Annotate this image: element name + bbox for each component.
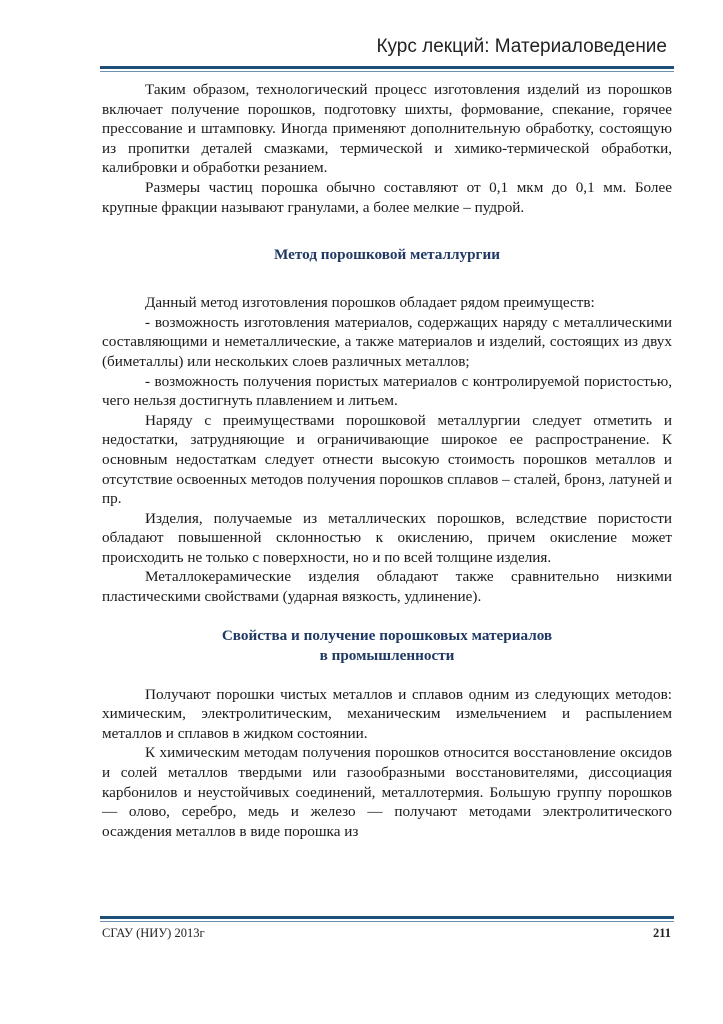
header-rule bbox=[100, 66, 674, 72]
paragraph: Таким образом, технологический процесс изготовления изделий из порошков включает получение порошков, подготовку шихты, формование, спекание, горячее прессование и штамповку. Иногда применяют дополнительную обработку, состоящую из пропитки деталей смазками, термической и химико-термической обработки, калибровки и обработки резанием. bbox=[102, 81, 672, 177]
paragraph: Наряду с преимуществами порошковой металлургии следует отметить и недостатки, затрудняющие и ограничивающие широкое ее распространение. К основным недостаткам следует отнести высокую стоимость порошков металлов и отсутствие освоенных методов получения порошков сплавов – сталей, бронз, латуней и пр. bbox=[102, 411, 672, 508]
footer-institution: СГАУ (НИУ) 2013г bbox=[102, 926, 205, 940]
section-heading-line-2: в промышленности bbox=[319, 646, 455, 664]
section-heading: Метод порошковой металлургии bbox=[274, 246, 500, 264]
paragraph: Металлокерамические изделия обладают также сравнительно низкими пластическими свойствами (ударная вязкость, удлинение). bbox=[102, 568, 672, 606]
page-number: 211 bbox=[652, 926, 671, 940]
paragraph: Размеры частиц порошка обычно составляют от 0,1 мкм до 0,1 мм. Более крупные фракции называют гранулами, а более мелкие – пудрой. bbox=[102, 178, 672, 216]
page-content bbox=[102, 80, 672, 841]
paragraph: Изделия, получаемые из металлических порошков, вследствие пористости обладают повышенной склонностью к окислению, причем окисление может происходить не только с поверхности, но и по всей толщине изделия. bbox=[102, 509, 672, 566]
paragraph: К химическим методам получения порошков относится восстановление оксидов и солей металлов твердыми или газообразными восстановителями, диссоциация карбонилов и неустойчивых соединений, металлотермия. Большую группу порошков — олово, серебро, медь и железо — получают методами электролитического осаждения металлов в виде порошка из bbox=[102, 744, 672, 840]
section-heading-line-1: Свойства и получение порошковых материалов bbox=[221, 626, 553, 644]
paragraph: Получают порошки чистых металлов и сплавов одним из следующих методов: химическим, электролитическим, механическим измельчением и распылением металлов и сплавов в жидком состоянии. bbox=[102, 685, 672, 742]
page-header-title: Курс лекций: Материаловедение bbox=[376, 36, 667, 57]
paragraph: Данный метод изготовления порошков обладает рядом преимуществ: bbox=[145, 294, 595, 312]
list-item: - возможность изготовления материалов, содержащих наряду с металлическими составляющими и неметаллические, а также материалов и изделий, состоящих из двух (биметаллы) или нескольких слоев различных металлов; bbox=[102, 313, 672, 370]
footer-rule bbox=[100, 916, 674, 922]
list-item: - возможность получения пористых материалов с контролируемой пористостью, чего нельзя достигнуть плавлением и литьем. bbox=[102, 372, 672, 410]
